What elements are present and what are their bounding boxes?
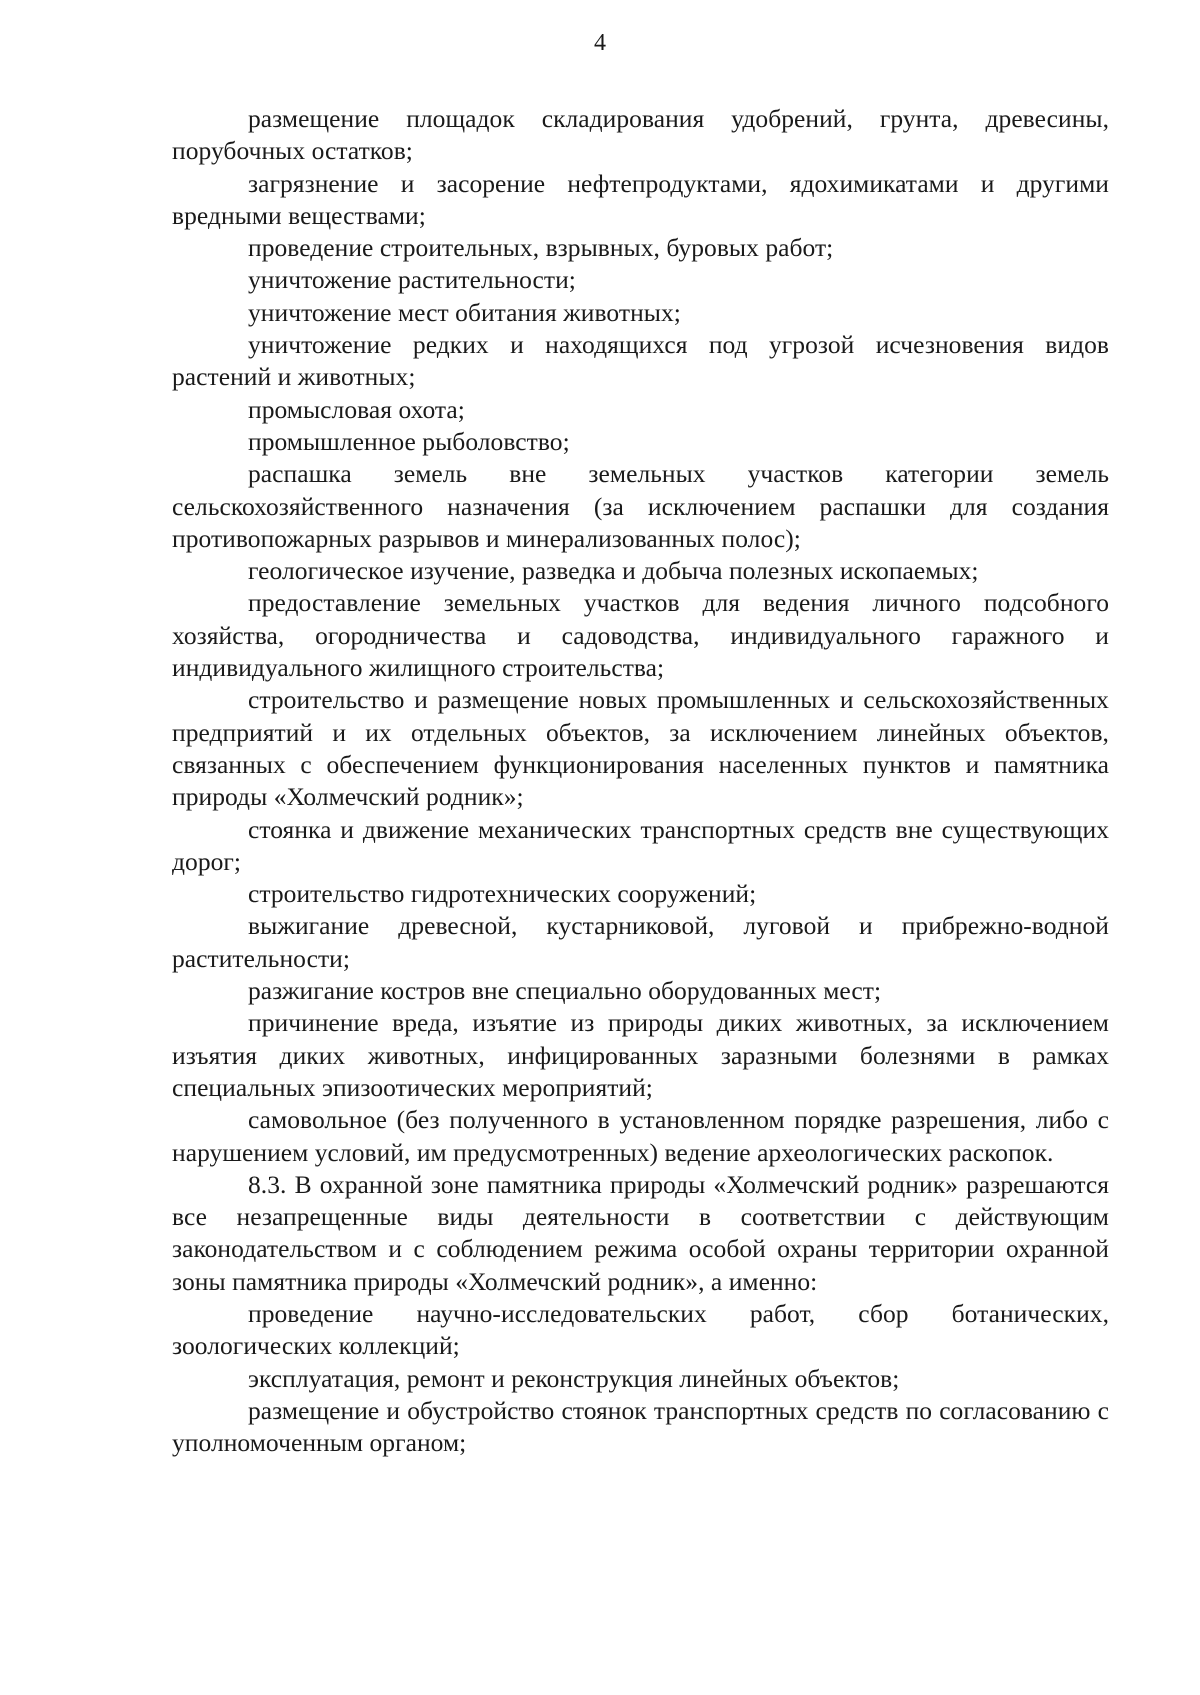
paragraph-construction-works: проведение строительных, взрывных, буровых работ; [248,233,834,263]
paragraph-campfires: разжигание костров вне специально оборудованных мест; [248,976,882,1006]
paragraph-fishing: промышленное рыболовство; [248,426,570,456]
paragraph-parking: размещение и обустройство стоянок транспортных средств по согласованию с уполномоченным органом; [172,1395,1109,1458]
page-number: 4 [594,30,606,56]
paragraph-new-enterprises: строительство и размещение новых промышленных и сельскохозяйственных предприятий и их отдельных объектов, за исключением линейных объектов, связанных с обеспечением функционирования населенных пунктов и памятника природы «Холмечский родник»; [172,685,1109,812]
document-body [172,103,1109,1459]
paragraph-geology: геологическое изучение, разведка и добыча полезных ископаемых; [248,556,979,586]
paragraph-vegetation-destruction: уничтожение растительности; [248,265,576,295]
paragraph-land-plots: предоставление земельных участков для ведения личного подсобного хозяйства, огородничества и садоводства, индивидуального гаражного и индивидуального жилищного строительства; [172,588,1109,683]
paragraph-hydro-structures: строительство гидротехнических сооружений; [248,879,757,909]
paragraph-pollution: загрязнение и засорение нефтепродуктами, ядохимикатами и другими вредными веществами; [172,168,1109,230]
paragraph-burning: выжигание древесной, кустарниковой, луговой и прибрежно-водной растительности; [172,911,1109,973]
paragraph-wild-animals: причинение вреда, изъятие из природы диких животных, за исключением изъятия диких животных, инфицированных заразными болезнями в рамках специальных эпизоотических мероприятий; [172,1008,1109,1102]
paragraph-hunting: промысловая охота; [248,394,465,424]
paragraph-excavations: самовольное (без полученного в установленном порядке разрешения, либо с нарушением условий, им предусмотренных) ведение археологических раскопок. [172,1105,1109,1167]
paragraph-section-8-3: 8.3. В охранной зоне памятника природы «Холмечский родник» разрешаются все незапрещенные виды деятельности в соответствии с действующим законодательством и с соблюдением режима особой охраны территории охранной зоны памятника природы «Холмечский родник», а именно: [172,1169,1109,1296]
paragraph-habitat-destruction: уничтожение мест обитания животных; [248,297,681,327]
paragraph-research: проведение научно-исследовательских работ, сбор ботанических, зоологических коллекций; [172,1298,1109,1361]
paragraph-rare-species: уничтожение редких и находящихся под угрозой исчезновения видов растений и животных; [172,330,1109,392]
paragraph-storage-sites: размещение площадок складирования удобрений, грунта, древесины, порубочных остатков; [172,104,1109,166]
paragraph-vehicles: стоянка и движение механических транспортных средств вне существующих дорог; [172,814,1109,876]
paragraph-plowing: распашка земель вне земельных участков категории земель сельскохозяйственного назначения (за исключением распашки для создания противопожарных разрывов и минерализованных полос); [172,459,1109,553]
paragraph-linear-objects: эксплуатация, ремонт и реконструкция линейных объектов; [248,1363,900,1393]
